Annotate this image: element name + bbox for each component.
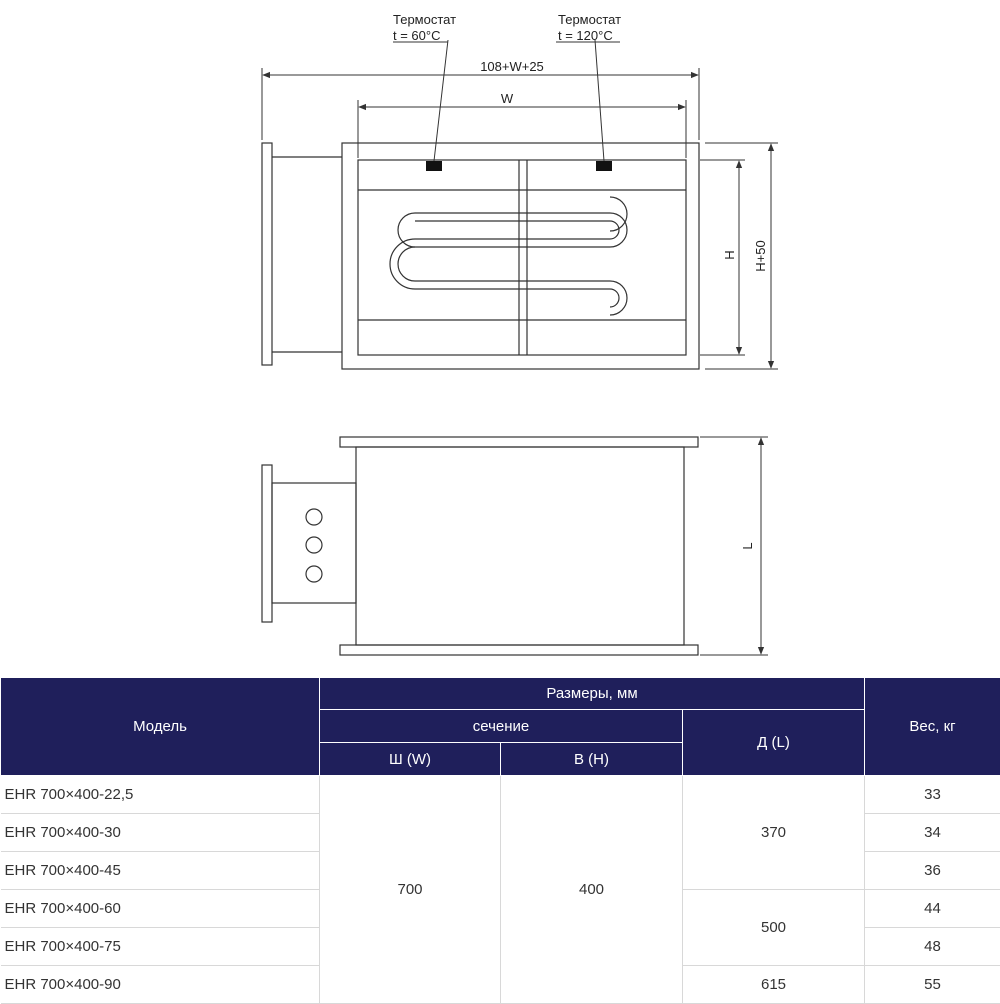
weight-cell: 44 [865,890,1000,928]
spec-table-container [0,677,1000,1004]
side-flange [262,465,272,622]
dim-overall-width-label: 108+W+25 [480,59,544,74]
front-view [262,143,699,369]
dim-overall-width [262,68,699,140]
cable-gland-icon [306,537,322,553]
header-height: В (H) [501,743,683,776]
dim-width-label: W [501,91,514,106]
height-cell: 400 [501,776,683,1004]
dim-height-total-label: H+50 [753,240,768,271]
dim-height-label: H [722,250,737,259]
thermostat-left-title: Термостат [393,12,456,27]
thermostat-left-value: t = 60°C [393,28,440,43]
weight-cell: 55 [865,966,1000,1004]
heating-element-outer [398,213,627,315]
side-top-plate [340,437,698,447]
header-weight: Вес, кг [865,678,1000,776]
header-dimensions: Размеры, мм [320,678,865,710]
header-width: Ш (W) [320,743,501,776]
spec-table [0,677,1000,1004]
model-cell: EHR 700×400-30 [1,814,320,852]
model-cell: EHR 700×400-75 [1,928,320,966]
dim-width [358,100,686,158]
model-cell: EHR 700×400-45 [1,852,320,890]
header-model: Модель [1,678,320,776]
side-body [356,447,684,645]
length-cell: 615 [683,966,865,1004]
length-cell: 500 [683,890,865,966]
table-row [1,776,1000,814]
side-bottom-plate [340,645,698,655]
front-flange [262,143,272,365]
weight-cell: 34 [865,814,1000,852]
thermostat-left-icon [426,161,442,171]
thermostat-right-value: t = 120°C [558,28,613,43]
model-cell: EHR 700×400-22,5 [1,776,320,814]
model-cell: EHR 700×400-90 [1,966,320,1004]
side-terminal-box [272,483,356,603]
width-cell: 700 [320,776,501,1004]
length-cell: 370 [683,776,865,890]
weight-cell: 33 [865,776,1000,814]
front-body-inner [358,160,686,355]
thermostat-right-title: Термостат [558,12,621,27]
dim-length-label: L [740,542,755,549]
cable-gland-icon [306,509,322,525]
heating-element-inner [390,221,619,307]
cable-gland-icon [306,566,322,582]
thermostat-right-icon [596,161,612,171]
header-section: сечение [320,710,683,743]
front-body-outer [342,143,699,369]
header-length: Д (L) [683,710,865,776]
dim-length [700,437,768,655]
side-view [262,437,698,655]
weight-cell: 36 [865,852,1000,890]
weight-cell: 48 [865,928,1000,966]
model-cell: EHR 700×400-60 [1,890,320,928]
